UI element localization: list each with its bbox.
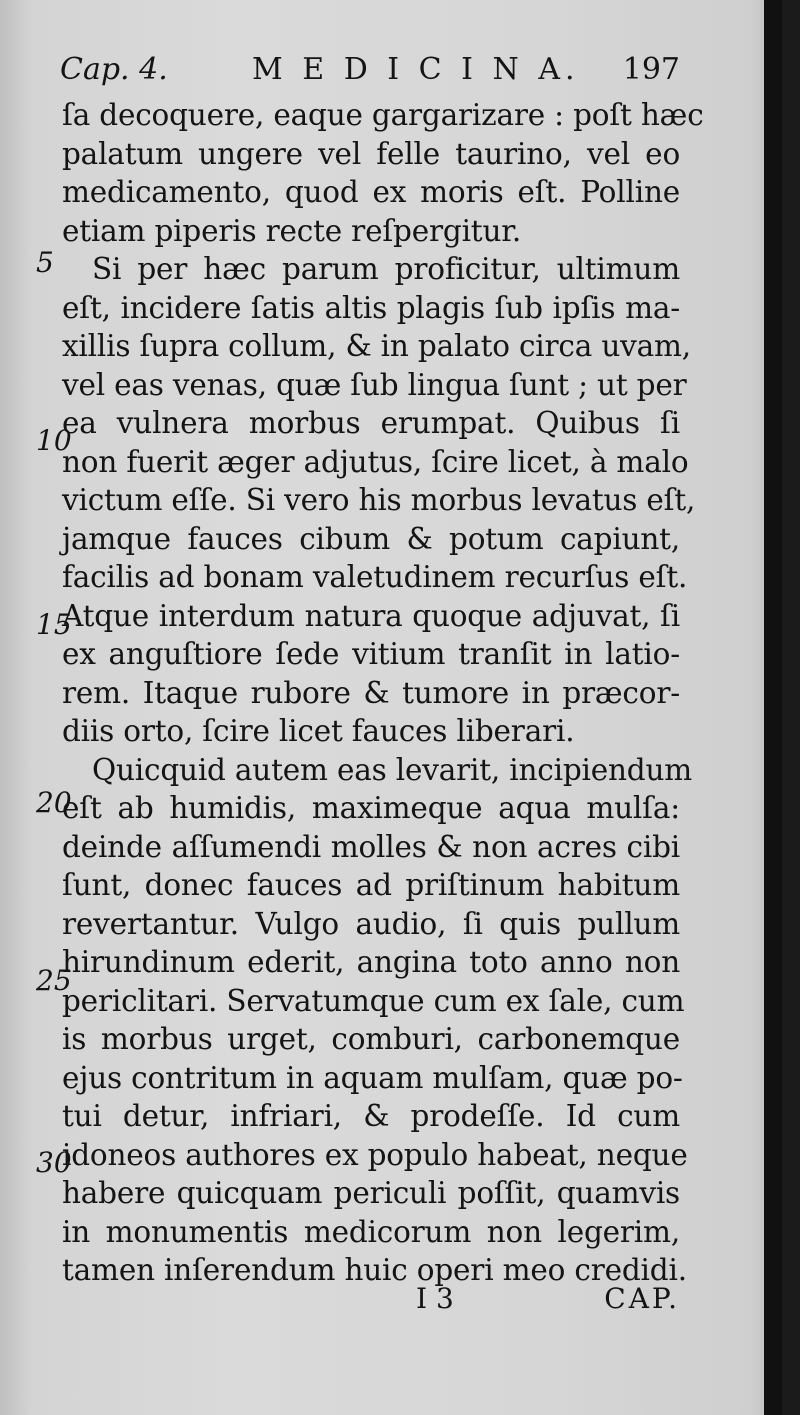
- text-line: in monumentis medicorum non legerim,: [62, 1214, 680, 1249]
- line-number: 20: [36, 786, 72, 819]
- text-line: eſt ab humidis, maximeque aqua mulſa:: [62, 791, 680, 825]
- text-line: etiam piperis recte reſpergitur.: [62, 213, 522, 248]
- text-block: [62, 96, 704, 1290]
- line-number: 5: [36, 246, 54, 279]
- page-footer: [60, 1282, 680, 1322]
- text-line: jamque fauces cibum & potum capiunt,: [62, 521, 680, 556]
- line-number: 10: [36, 424, 72, 457]
- text-line: non fuerit æger adjutus, ſcire licet, à malo: [62, 444, 689, 479]
- text-line: ejus contritum in aquam mulſam, quæ po-: [62, 1060, 683, 1095]
- text-line: Quicquid autem eas levarit, incipiendum: [92, 752, 693, 787]
- text-line: tamen inſerendum huic operi meo credidi.: [62, 1253, 687, 1287]
- text-line: medicamento, quod ex moris eſt. Polline: [62, 175, 680, 209]
- text-line: victum eſſe. Si vero his morbus levatus eſt,: [62, 483, 696, 517]
- text-line: tui detur, infriari, & prodeſſe. Id cum: [62, 1099, 680, 1133]
- text-line: revertantur. Vulgo audio, ſi quis pullum: [62, 906, 680, 941]
- line-number: 30: [36, 1146, 72, 1179]
- signature-mark: I 3: [416, 1282, 454, 1315]
- text-line: ea vulnera morbus erumpat. Quibus ſi: [62, 406, 680, 440]
- running-title: M E D I C I N A.: [252, 52, 580, 87]
- page-number: 197: [622, 52, 680, 87]
- text-line: palatum ungere vel felle taurino, vel eo: [62, 136, 680, 171]
- line-number: 25: [36, 964, 72, 997]
- text-line: ſa decoquere, eaque gargarizare : poſt hæc: [62, 98, 704, 132]
- text-line: hirundinum ederit, angina toto anno non: [62, 945, 680, 979]
- text-line: idoneos authores ex populo habeat, neque: [62, 1137, 688, 1172]
- text-line: facilis ad bonam valetudinem recurſus eſt.: [62, 560, 688, 594]
- chapter-label: Cap. 4.: [60, 52, 168, 87]
- text-line: ex anguſtiore ſede vitium tranſit in latio-: [62, 637, 680, 671]
- text-line: xillis ſupra collum, & in palato circa uvam,: [62, 329, 691, 363]
- text-line: rem. Itaque rubore & tumore in præcor-: [62, 675, 680, 710]
- text-line: deinde aſſumendi molles & non acres cibi: [62, 829, 680, 864]
- text-line: vel eas venas, quæ ſub lingua ſunt ; ut per: [62, 367, 687, 402]
- page-edge-shadow: [764, 0, 782, 1415]
- text-line: is morbus urget, comburi, carbonemque: [62, 1022, 680, 1056]
- catchword: CAP.: [604, 1282, 680, 1315]
- text-line: ſunt, donec fauces ad priſtinum habitum: [62, 868, 680, 902]
- text-line: habere quicquam periculi poſſit, quamvis: [62, 1176, 680, 1210]
- line-number: 15: [36, 608, 72, 641]
- running-header: [60, 52, 680, 96]
- text-line: Si per hæc parum proficitur, ultimum: [92, 252, 680, 286]
- text-line: diis orto, ſcire licet fauces liberari.: [62, 714, 575, 748]
- text-line: periclitari. Servatumque cum ex ſale, cum: [62, 983, 685, 1018]
- text-line: Atque interdum natura quoque adjuvat, ſi: [62, 598, 680, 633]
- text-line: eſt, incidere ſatis altis plagis ſub ipſis ma-: [62, 290, 680, 325]
